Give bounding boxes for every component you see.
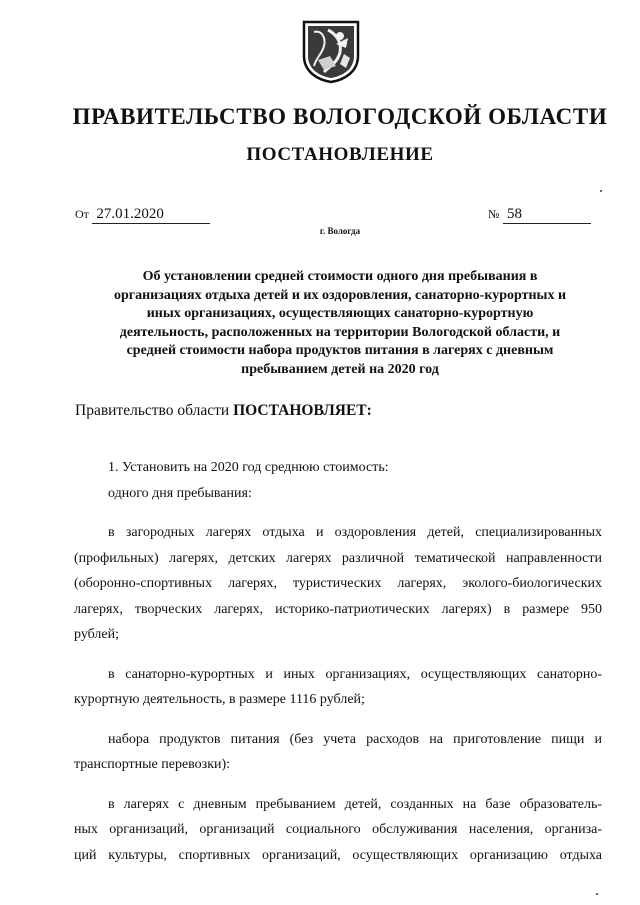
paragraph-line: транспортные перевозки): (74, 757, 231, 772)
paragraph-line: в лагерях с дневным пребыванием детей, созданных на базе образователь- (108, 796, 602, 812)
document-type-title: ПОСТАНОВЛЕНИЕ (246, 144, 434, 165)
paragraph-line: (оборонно-спортивных лагерях, туристических лагерях, эколого-биологических (74, 576, 602, 591)
subject-line: иных организациях, осуществляющих санаторно-курортную (146, 306, 534, 321)
subject-line: пребыванием детей на 2020 год (241, 361, 439, 377)
city-label: г. Вологда (319, 226, 361, 236)
preamble-text: Правительство области (75, 402, 230, 419)
scan-speck (596, 893, 598, 895)
paragraph-line: набора продуктов питания (без учета расходов на приготовление пищи и (108, 731, 602, 747)
paragraph-line: одного дня пребывания: (108, 485, 252, 501)
subject-line: деятельность, расположенных на территории Вологодской области, и (119, 324, 561, 340)
subject-line: средней стоимости набора продуктов питания в лагерях с дневным (126, 343, 554, 358)
paragraph-line: ций культуры, спортивных организаций, осуществляющих организацию отдыха (74, 847, 602, 863)
document-subject (80, 268, 600, 379)
paragraph-line: в санаторно-курортных и иных организациях, осуществляющих санаторно- (108, 666, 602, 682)
coat-of-arms-emblem (300, 18, 362, 84)
paragraph-line: курортную деятельность, в размере 1116 рублей; (74, 692, 365, 707)
document-number-row (488, 206, 591, 224)
paragraph-line: в загородных лагерях отдыха и оздоровления детей, специализированных (108, 525, 602, 540)
preamble (75, 402, 372, 420)
paragraph-line: 1. Установить на 2020 год среднюю стоимость: (108, 460, 389, 475)
subject-line: организациях отдыха детей и их оздоровления, санаторно-курортных и (113, 287, 567, 303)
document-number: 58 (503, 206, 591, 224)
preamble-decree-word: ПОСТАНОВЛЯЕТ: (233, 402, 372, 419)
government-title: ПРАВИТЕЛЬСТВО ВОЛОГОДСКОЙ ОБЛАСТИ (72, 104, 608, 129)
number-prefix: № (488, 207, 500, 221)
paragraph-line: лагерях, творческих лагерях, историко-патриотических лагерях) в размере 950 (74, 601, 602, 617)
subject-line: Об установлении средней стоимости одного дня пребывания в (142, 269, 538, 284)
date-prefix: От (75, 207, 89, 221)
paragraph-line: рублей; (74, 627, 119, 642)
paragraph-line: (профильных) лагерях, детских лагерях различной тематической направленности (74, 550, 602, 566)
document-date-row (75, 206, 210, 224)
document-date: 27.01.2020 (92, 206, 210, 224)
scan-speck (600, 190, 602, 192)
document-body (74, 455, 602, 868)
paragraph-line: ных организаций, организаций социального обслуживания населения, организа- (74, 822, 602, 837)
